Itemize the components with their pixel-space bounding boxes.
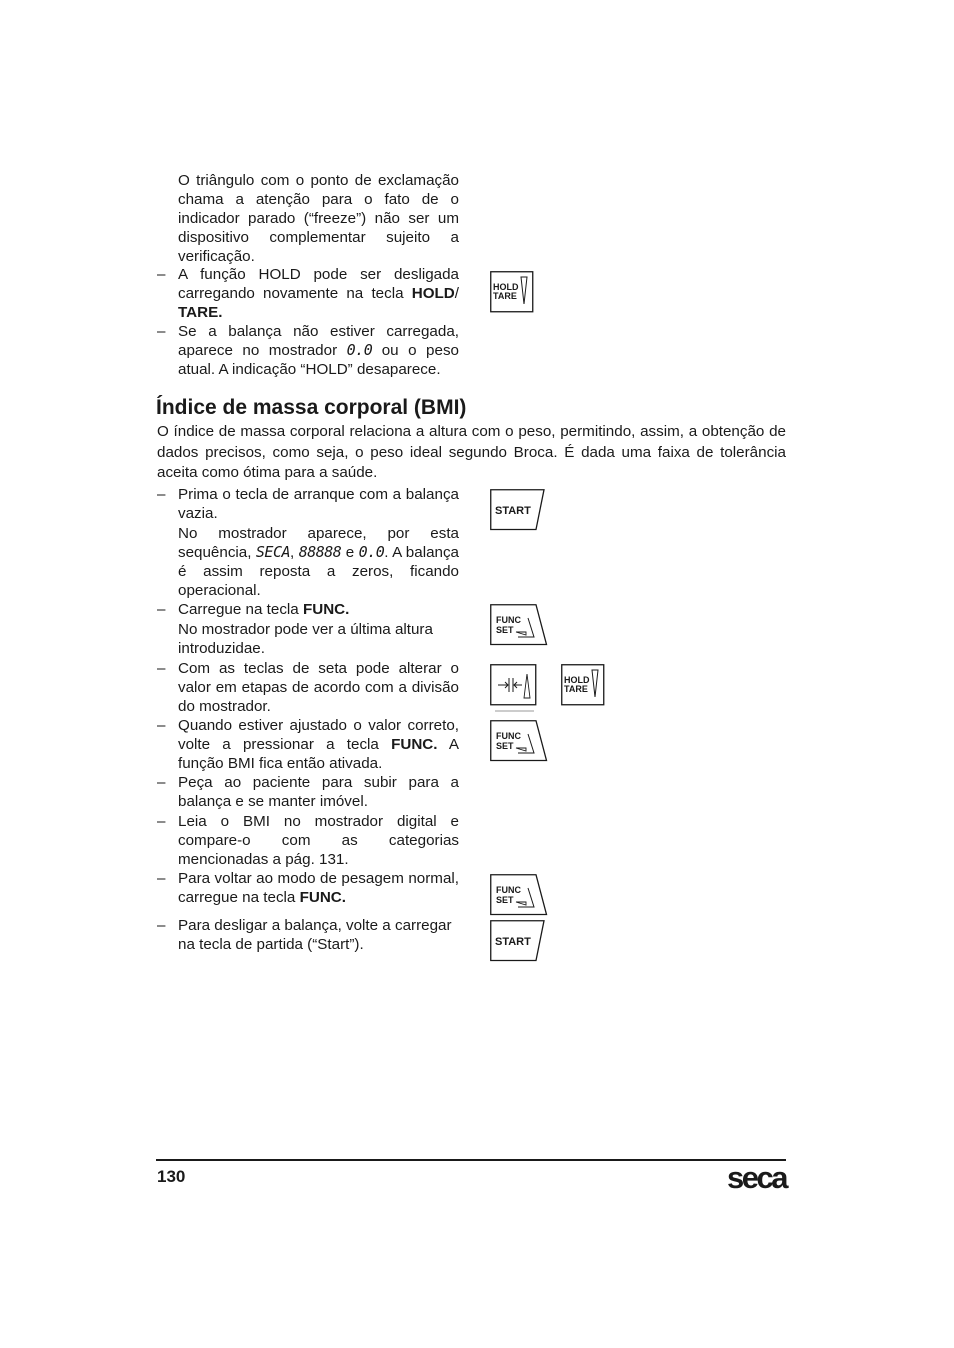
- func-set-key: [490, 604, 548, 646]
- item-text: /: [454, 285, 459, 302]
- arrow-key: [490, 664, 538, 712]
- list-dash: –: [157, 266, 166, 283]
- key-label: HOLD: [564, 675, 590, 685]
- func-set-key: [490, 874, 548, 916]
- intro-paragraph: O triângulo com o ponto de exclamação chama a atenção para o fato de o indicador parado (“freeze”) não ser um dispositivo complementar sujeito a verificação.: [178, 172, 459, 265]
- list-dash: –: [157, 323, 166, 340]
- item-bold: FUNC.: [302, 601, 350, 618]
- key-label: TARE: [564, 684, 588, 694]
- item-bold: HOLD: [411, 285, 455, 302]
- list-dash: –: [157, 601, 166, 618]
- item-text: A função BMI fica então ativada.: [178, 736, 459, 772]
- key-label: SET: [496, 741, 514, 751]
- key-label: FUNC: [496, 731, 521, 741]
- footer-rule: [156, 1159, 786, 1161]
- func-set-key: [490, 720, 548, 762]
- list-item: [178, 869, 459, 907]
- display-readout: 0.0: [358, 543, 385, 561]
- list-dash: –: [157, 917, 166, 934]
- list-dash: –: [157, 486, 166, 503]
- list-item: Com as teclas de seta pode alterar o valor em etapas de acordo com a divisão do mostrador.: [178, 660, 459, 715]
- item-text: . A balança é assim reposta a zeros, ficando operacional.: [178, 544, 460, 599]
- item-bold: FUNC.: [299, 889, 346, 906]
- list-dash: –: [157, 870, 166, 887]
- start-key: [490, 489, 546, 531]
- key-label: FUNC: [496, 885, 521, 895]
- list-item: [178, 716, 459, 773]
- item-bold: TARE.: [178, 304, 223, 321]
- page-number: 130: [157, 1167, 186, 1186]
- list-item: [178, 322, 459, 379]
- key-label: TARE: [493, 291, 517, 301]
- item-text: e: [341, 544, 359, 561]
- display-readout: SECA: [255, 543, 291, 561]
- item-text: Para voltar ao modo de pesagem normal, carregue na tecla: [178, 870, 459, 906]
- key-label: START: [495, 505, 531, 517]
- list-item: [178, 600, 459, 619]
- item-text: A função HOLD pode ser desligada carregando novamente na tecla: [178, 266, 459, 302]
- key-label: SET: [496, 895, 514, 905]
- section-title: Índice de massa corporal (BMI): [156, 396, 467, 419]
- item-text: ou o peso atual. A indicação “HOLD” desaparece.: [178, 342, 459, 378]
- key-label: START: [495, 936, 531, 948]
- key-label: FUNC: [496, 615, 521, 625]
- list-item: Prima o tecla de arranque com a balança vazia.: [178, 486, 459, 522]
- item-text: No mostrador aparece, por esta sequência,: [178, 525, 459, 561]
- item-text: Se a balança não estiver carregada, aparece no mostrador: [178, 323, 459, 359]
- list-dash: –: [157, 660, 166, 677]
- seca-logo: seca: [727, 1160, 786, 1195]
- item-text: ,: [290, 544, 299, 561]
- list-item: Para desligar a balança, volte a carregar na tecla de partida (“Start”).: [178, 917, 452, 953]
- list-dash: –: [157, 813, 166, 830]
- hold-tare-key: [490, 271, 534, 313]
- list-item: Leia o BMI no mostrador digital e compare-o com as categorias mencionadas a pág. 131.: [178, 813, 459, 868]
- list-item-continuation: [178, 524, 459, 600]
- hold-tare-key: [561, 664, 605, 706]
- display-readout: 0.0: [346, 341, 373, 359]
- key-label: HOLD: [493, 282, 519, 292]
- section-intro: O índice de massa corporal relaciona a altura com o peso, permitindo, assim, a obtenção de dados precisos, como seja, o peso ideal segundo Broca. É dada uma faixa de tolerância aceita como ótima para a saúde.: [157, 423, 786, 481]
- start-key: [490, 920, 546, 962]
- item-text: Carregue na tecla: [178, 601, 303, 618]
- item-bold: FUNC.: [391, 736, 438, 753]
- display-readout: 88888: [298, 543, 342, 561]
- list-dash: –: [157, 717, 166, 734]
- list-item: Peça ao paciente para subir para a balança e se manter imóvel.: [178, 774, 459, 810]
- list-dash: –: [157, 774, 166, 791]
- list-item: [178, 265, 459, 322]
- list-item-continuation: No mostrador pode ver a última altura introduzidae.: [178, 621, 433, 657]
- key-label: SET: [496, 625, 514, 635]
- item-text: Quando estiver ajustado o valor correto, volte a pressionar a tecla: [178, 717, 459, 753]
